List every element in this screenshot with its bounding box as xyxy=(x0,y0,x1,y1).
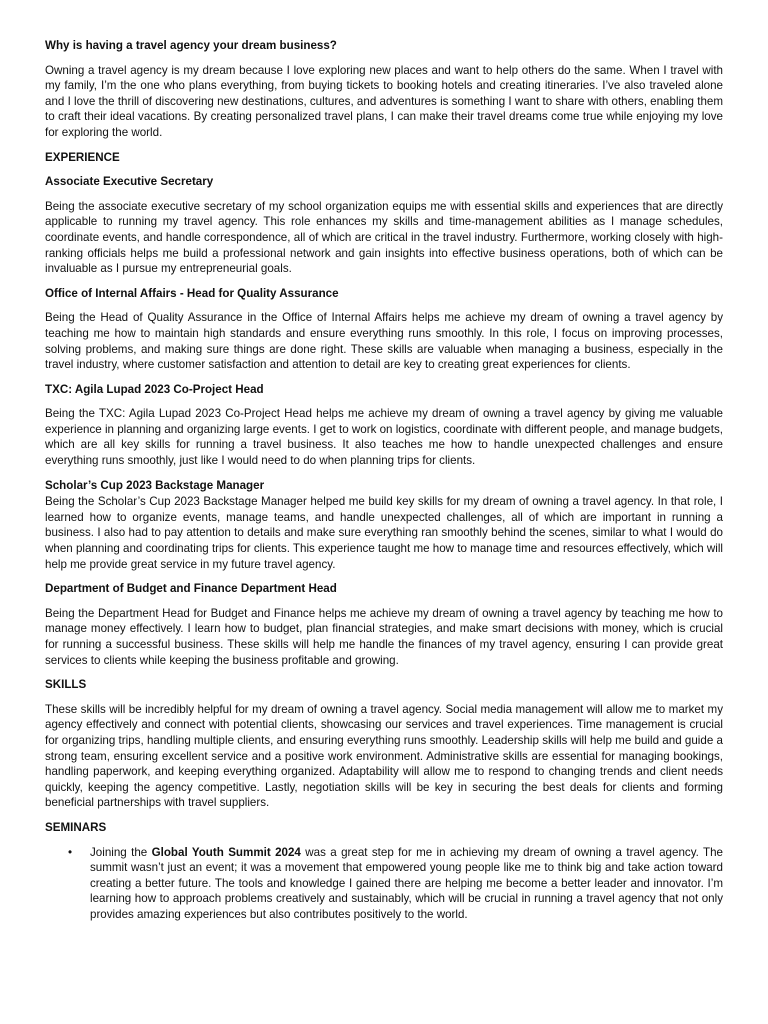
seminar-prefix: Joining the xyxy=(90,845,152,859)
experience-text: Being the Department Head for Budget and Finance helps me achieve my dream of owning a travel agency by teaching me how to manage money effectively. I learn how to budget, plan financial strategies, and make smart decisions with money, which is crucial for running a successful business. These skills will help me handle the finances of my travel agency, ensuring I can provide great services to clients while keeping the business profitable and growing. xyxy=(45,606,723,667)
seminars-section xyxy=(45,820,723,923)
seminar-text: was a great step for me in achieving my dream of owning a travel agency. The summit wasn’t just an event; it was a movement that empowered young people like me to think big and take action toward creating a better future. The tools and knowledge I gained there are helping me become a better leader and innovator. I’m learning how to approach problems creatively and sustainably, which will be crucial in running a travel agency that not only provides amazing experiences but also contributes positively to the world. xyxy=(90,845,723,921)
experience-text: Being the Head of Quality Assurance in the Office of Internal Affairs helps me achieve my dream of owning a travel agency by teaching me how to maintain high standards and ensure everything runs smoothly. In this role, I focus on improving processes, solving problems, and making sure things are done right. These skills are valuable when managing a business, especially in the travel industry, where customer satisfaction and attention to detail are key to creating great experiences for clients. xyxy=(45,311,723,372)
experience-item xyxy=(45,478,723,573)
experience-item xyxy=(45,286,723,373)
experience-text: Being the TXC: Agila Lupad 2023 Co-Project Head helps me achieve my dream of owning a travel agency by giving me valuable experience in planning and organizing large events. I get to work on logistics, coordinate with different people, and manage budgets, which are all key skills for running a travel business. It also teaches me how to handle unexpected challenges and ensure everything runs smoothly, just like I would need to do when planning trips for clients. xyxy=(45,407,723,468)
experience-item xyxy=(45,174,723,277)
intro-section xyxy=(45,38,723,141)
experience-heading: EXPERIENCE xyxy=(45,150,120,164)
intro-question: Why is having a travel agency your dream business? xyxy=(45,39,337,52)
experience-text: Being the Scholar’s Cup 2023 Backstage Manager helped me build key skills for my dream of owning a travel agency. In that role, I learned how to organize events, manage teams, and handle unexpected challenges, all of which are important in running a business. I also had to pay attention to details and make sure everything ran smoothly behind the scenes, similar to what I would do when planning and coordinating trips for clients. This experience taught me how to manage time and resources effectively, which will help me provide great service in my future travel agency. xyxy=(45,495,723,571)
experience-title: Associate Executive Secretary xyxy=(45,175,214,189)
experience-title: Scholar’s Cup 2023 Backstage Manager xyxy=(45,478,265,492)
bullet-icon: • xyxy=(68,845,73,859)
experience-title: Office of Internal Affairs - Head for Quality Assurance xyxy=(45,286,339,300)
experience-section xyxy=(45,150,723,669)
experience-item xyxy=(45,382,723,469)
intro-answer: Owning a travel agency is my dream because I love exploring new places and want to help others do the same. When I travel with my family, I’m the one who plans everything, from buying tickets to booking hotels and creating itineraries. I’ve also traveled alone and I love the thrill of discovering new destinations, cultures, and adventures is something I want to share with others, enabling them to craft their ideal vacations. By creating personalized travel plans, I can make their travel dreams come true while enjoying my love for exploring the world. xyxy=(45,63,723,139)
seminar-event-name: Global Youth Summit 2024 xyxy=(151,845,301,859)
experience-title: TXC: Agila Lupad 2023 Co-Project Head xyxy=(45,382,264,396)
experience-text: Being the associate executive secretary of my school organization equips me with essential skills and experiences that are directly applicable to running my travel agency. This role enhances my skills and time-management abilities as I manage schedules, coordinate events, and handle correspondence, all of which are critical in the travel industry. Furthermore, working closely with high-ranking officials helps me build a professional network and gain insights into effective business operations, both of which can be invaluable as I pursue my entrepreneurial goals. xyxy=(45,199,723,276)
skills-text: These skills will be incredibly helpful for my dream of owning a travel agency. Social media management will allow me to market my agency effectively and connect with potential clients, showcasing our services and travel experiences. Time management is crucial for organizing trips, handling multiple clients, and ensuring everything runs smoothly. Leadership skills will help me build and guide a strong team, ensuring excellent service and a positive work environment. Administrative skills are essential for managing bookings, handling paperwork, and keeping everything organized. Adaptability will allow me to respond to changing trends and client needs quickly, keeping the agency competitive. Lastly, negotiation skills will be key in securing the best deals for clients and forming beneficial partnerships with travel suppliers. xyxy=(45,702,723,810)
experience-title: Department of Budget and Finance Department Head xyxy=(45,582,337,596)
skills-section xyxy=(45,677,723,811)
experience-item xyxy=(45,581,723,668)
seminars-heading: SEMINARS xyxy=(45,820,107,834)
seminar-item xyxy=(68,845,723,923)
seminar-list xyxy=(45,845,723,923)
skills-heading: SKILLS xyxy=(45,678,87,692)
